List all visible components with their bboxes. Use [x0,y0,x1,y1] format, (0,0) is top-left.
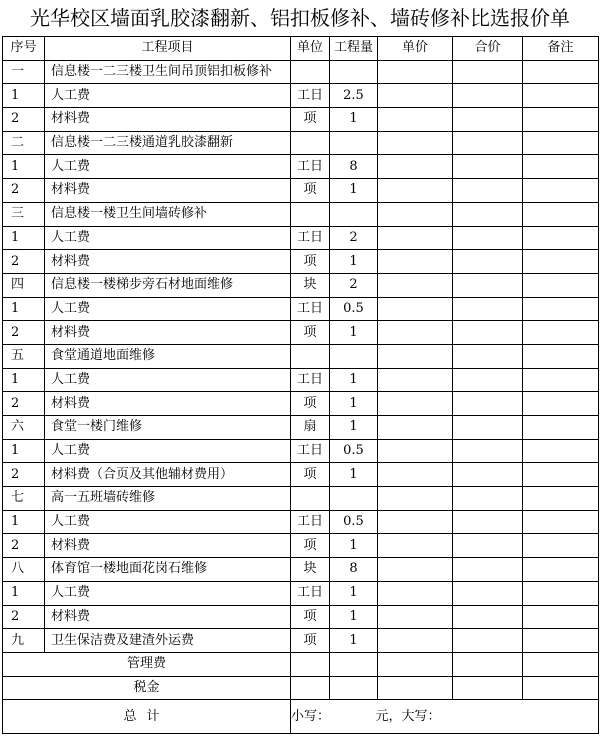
row-seq: 1 [3,84,45,108]
header-seq: 序号 [3,37,45,61]
row-note [523,463,599,487]
tax-row [3,676,599,700]
row-unit: 块 [291,558,330,582]
row-price [378,344,453,368]
row-seq: 六 [3,416,45,440]
row-qty [330,60,378,84]
row-seq: 四 [3,273,45,297]
grand-total-row [3,700,599,734]
row-unit: 项 [291,605,330,629]
table-row [3,605,599,629]
row-note [523,131,599,155]
table-row [3,344,599,368]
table-row [3,487,599,511]
table-cell [453,676,523,700]
row-total [453,605,523,629]
row-seq: 七 [3,487,45,511]
table-row [3,534,599,558]
row-seq: 1 [3,581,45,605]
row-item: 信息楼一二三楼卫生间吊顶铝扣板修补 [45,60,291,84]
row-qty: 1 [330,321,378,345]
table-cell [291,652,330,676]
row-unit: 工日 [291,84,330,108]
header-total: 合价 [453,37,523,61]
row-seq: 一 [3,60,45,84]
row-seq: 1 [3,155,45,179]
row-total [453,416,523,440]
row-note [523,273,599,297]
quotation-table [2,36,599,734]
row-price [378,60,453,84]
row-qty: 1 [330,581,378,605]
row-item: 人工费 [45,84,291,108]
row-unit [291,131,330,155]
row-total [453,202,523,226]
table-cell [378,652,453,676]
row-qty [330,202,378,226]
row-item: 信息楼一楼卫生间墙砖修补 [45,202,291,226]
row-total [453,321,523,345]
row-price [378,202,453,226]
row-seq: 2 [3,108,45,132]
row-total [453,60,523,84]
table-cell [453,652,523,676]
table-header-row [3,37,599,61]
row-unit: 工日 [291,226,330,250]
row-total [453,629,523,653]
row-price [378,487,453,511]
row-seq: 1 [3,368,45,392]
row-item: 材料费 [45,250,291,274]
table-row [3,416,599,440]
row-item: 材料费 [45,605,291,629]
row-price [378,155,453,179]
row-item: 食堂一楼门维修 [45,416,291,440]
row-unit [291,202,330,226]
table-cell [523,676,599,700]
row-total [453,558,523,582]
row-price [378,368,453,392]
row-item: 材料费 [45,108,291,132]
row-qty: 1 [330,392,378,416]
row-unit: 工日 [291,510,330,534]
row-note [523,179,599,203]
row-unit: 项 [291,629,330,653]
row-item: 人工费 [45,297,291,321]
row-note [523,60,599,84]
row-note [523,439,599,463]
row-item: 人工费 [45,226,291,250]
row-price [378,629,453,653]
row-item: 人工费 [45,510,291,534]
row-qty: 0.5 [330,297,378,321]
row-note [523,368,599,392]
row-unit: 工日 [291,581,330,605]
header-qty: 工程量 [330,37,378,61]
row-qty: 1 [330,250,378,274]
row-total [453,534,523,558]
row-total [453,226,523,250]
row-unit: 扇 [291,416,330,440]
row-price [378,439,453,463]
row-unit: 工日 [291,439,330,463]
row-note [523,558,599,582]
row-total [453,392,523,416]
table-cell [523,652,599,676]
row-price [378,179,453,203]
management-fee-row [3,652,599,676]
row-item: 材料费 [45,392,291,416]
row-price [378,581,453,605]
row-qty: 1 [330,463,378,487]
row-total [453,510,523,534]
row-seq: 1 [3,297,45,321]
row-note [523,487,599,511]
row-item: 人工费 [45,368,291,392]
table-body [3,60,599,652]
row-qty: 1 [330,534,378,558]
row-unit: 工日 [291,297,330,321]
row-note [523,297,599,321]
table-row [3,368,599,392]
row-qty: 1 [330,179,378,203]
row-item: 人工费 [45,581,291,605]
row-item: 食堂通道地面维修 [45,344,291,368]
row-item: 人工费 [45,155,291,179]
table-row [3,250,599,274]
row-unit: 工日 [291,155,330,179]
row-total [453,84,523,108]
row-unit [291,487,330,511]
row-price [378,463,453,487]
header-unit: 单位 [291,37,330,61]
row-total [453,297,523,321]
row-item: 信息楼一楼梯步旁石材地面维修 [45,273,291,297]
row-qty: 2 [330,273,378,297]
row-note [523,344,599,368]
row-seq: 2 [3,321,45,345]
row-qty: 1 [330,416,378,440]
header-price: 单价 [378,37,453,61]
row-price [378,510,453,534]
row-price [378,297,453,321]
row-qty: 1 [330,108,378,132]
row-unit: 项 [291,463,330,487]
header-item: 工程项目 [45,37,291,61]
row-item: 材料费 [45,534,291,558]
row-qty: 1 [330,368,378,392]
table-row [3,297,599,321]
row-total [453,179,523,203]
row-price [378,534,453,558]
row-price [378,392,453,416]
row-price [378,226,453,250]
row-unit [291,344,330,368]
row-unit [291,60,330,84]
row-unit: 项 [291,179,330,203]
row-unit: 块 [291,273,330,297]
row-note [523,392,599,416]
row-unit: 项 [291,108,330,132]
row-item: 体育馆一楼地面花岗石维修 [45,558,291,582]
row-total [453,487,523,511]
row-total [453,108,523,132]
table-row [3,155,599,179]
table-row [3,463,599,487]
table-row [3,392,599,416]
row-seq: 1 [3,439,45,463]
row-qty: 0.5 [330,439,378,463]
row-total [453,273,523,297]
row-note [523,581,599,605]
row-note [523,510,599,534]
row-price [378,321,453,345]
row-item: 材料费（合页及其他辅材费用） [45,463,291,487]
row-qty: 0.5 [330,510,378,534]
row-note [523,250,599,274]
row-note [523,321,599,345]
row-seq: 2 [3,179,45,203]
row-seq: 2 [3,534,45,558]
row-seq: 1 [3,510,45,534]
document-title: 光华校区墙面乳胶漆翻新、铝扣板修补、墙砖修补比选报价单 [30,6,570,30]
table-row [3,84,599,108]
table-row [3,202,599,226]
table-row [3,581,599,605]
row-seq: 2 [3,392,45,416]
row-seq: 1 [3,226,45,250]
row-price [378,273,453,297]
row-item: 人工费 [45,439,291,463]
row-qty: 2.5 [330,84,378,108]
tax-label: 税金 [3,676,291,700]
row-seq: 五 [3,344,45,368]
row-item: 卫生保洁费及建渣外运费 [45,629,291,653]
row-unit: 项 [291,321,330,345]
row-total [453,368,523,392]
table-row [3,179,599,203]
row-unit: 项 [291,392,330,416]
grand-total-amount: 小写： 元，大写： [291,700,599,734]
row-total [453,463,523,487]
row-price [378,131,453,155]
row-seq: 三 [3,202,45,226]
table-row [3,273,599,297]
row-note [523,534,599,558]
table-row [3,226,599,250]
management-fee-label: 管理费 [3,652,291,676]
table-row [3,321,599,345]
row-unit: 项 [291,250,330,274]
row-total [453,439,523,463]
row-note [523,605,599,629]
row-note [523,202,599,226]
row-qty [330,344,378,368]
row-item: 信息楼一二三楼通道乳胶漆翻新 [45,131,291,155]
table-row [3,510,599,534]
row-qty: 8 [330,155,378,179]
row-qty: 1 [330,629,378,653]
row-price [378,558,453,582]
row-item: 材料费 [45,321,291,345]
table-row [3,108,599,132]
row-qty: 2 [330,226,378,250]
row-seq: 2 [3,250,45,274]
row-total [453,581,523,605]
row-qty: 8 [330,558,378,582]
row-qty [330,487,378,511]
header-note: 备注 [523,37,599,61]
row-price [378,605,453,629]
row-total [453,344,523,368]
row-seq: 九 [3,629,45,653]
row-price [378,416,453,440]
row-note [523,108,599,132]
table-cell [378,676,453,700]
row-item: 材料费 [45,179,291,203]
table-row [3,629,599,653]
row-total [453,250,523,274]
row-note [523,416,599,440]
table-cell [291,676,330,700]
row-note [523,155,599,179]
row-seq: 2 [3,463,45,487]
row-qty [330,131,378,155]
row-item: 高一五班墙砖维修 [45,487,291,511]
row-price [378,84,453,108]
row-total [453,131,523,155]
row-note [523,226,599,250]
row-note [523,84,599,108]
row-seq: 2 [3,605,45,629]
row-price [378,108,453,132]
row-qty: 1 [330,605,378,629]
row-price [378,250,453,274]
row-note [523,629,599,653]
grand-total-label: 总计 [3,700,291,734]
table-row [3,60,599,84]
row-total [453,155,523,179]
table-row [3,439,599,463]
table-cell [330,676,378,700]
row-seq: 八 [3,558,45,582]
table-row [3,131,599,155]
table-row [3,558,599,582]
row-unit: 工日 [291,368,330,392]
row-seq: 二 [3,131,45,155]
table-cell [330,652,378,676]
row-unit: 项 [291,534,330,558]
